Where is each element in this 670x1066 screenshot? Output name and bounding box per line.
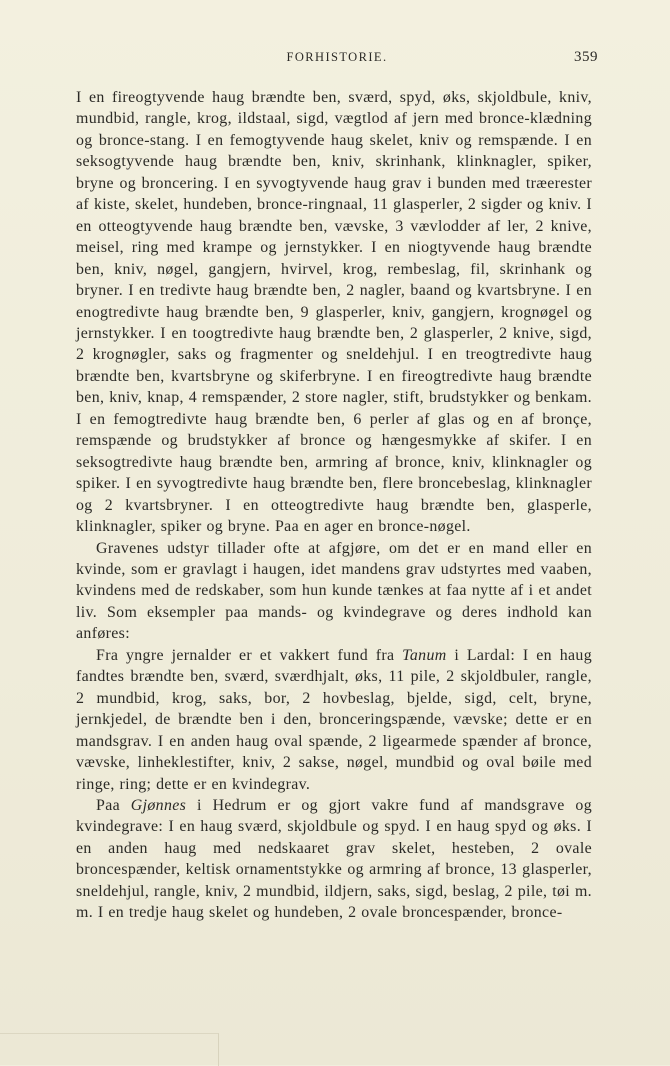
running-title: FORHISTORIE. (286, 50, 388, 64)
scan-corner-mark (0, 1033, 219, 1066)
paragraph-gjonnes-find (76, 795, 592, 924)
gjonnes-text-before: Paa (96, 796, 131, 814)
body-text (76, 87, 592, 924)
place-name-tanum: Tanum (402, 646, 447, 664)
paragraph-tanum-find (76, 645, 592, 795)
running-head (76, 50, 598, 70)
paragraph-grave-list: I en fireogtyvende haug brændte ben, sværd, spyd, øks, skjoldbule, kniv, mundbid, rangle, krog, ildstaal, sigd, vægtlod af jern med bronce-klædning og bronce-stang. I en femogtyvende haug skelet, kniv og remspænde. I en seksogtyvende haug brændte ben, kniv, skrinhank, klinknagler, spiker, bryne og broncering. I en syvogtyvende haug grav i bunden med træerester af kiste, skelet, hundeben, bronce-ringnaal, 11 glasperler, 2 sigder og kniv. I en otteogtyvende haug brændte ben, vævske, 3 vævlodder af ler, 2 knive, meisel, ring med krampe og jernstykker. I en niogtyvende haug brændte ben, kniv, nøgel, gangjern, hvirvel, krog, rembeslag, fil, skrinhank og bryner. I en tredivte haug brændte ben, 2 nagler, baand og kvartsbryne. I en enogtredivte haug brændte ben, 9 glasperler, kniv, gangjern, krognøgel og jernstykker. I en toogtredivte haug brændte ben, 2 glasperler, 2 knive, sigd, 2 krognøgler, saks og fragmenter og sneldehjul. I en treogtredivte haug brændte ben, kvartsbryne og skiferbryne. I en fireogtredivte haug brændte ben, kniv, knap, 4 remspænder, 2 store nagler, stift, brudstykker og benkam. I en femogtredivte haug brændte ben, 6 perler af glas og en af bronçe, remspænde og brudstykker af bronce og hængesmykke af skifer. I en seksogtredivte haug brændte ben, armring af bronce, kniv, klinknagler og spiker. I en syvogtredivte haug brændte ben, flere broncebeslag, klinknagler og 2 kvartsbryner. I en otteogtredivte haug brændte ben, glasperle, klinknagler, spiker og bryne. Paa en ager en bronce-nøgel. (76, 89, 592, 536)
place-name-gjonnes: Gjønnes (130, 796, 187, 814)
tanum-text-before: Fra yngre jernalder er et vakkert fund fra (96, 646, 403, 664)
tanum-text-after: i Lardal: I en haug fandtes brændte ben, sværd, sværdhjalt, øks, 11 pile, 2 skjoldbuler, rangle, 2 mundbid, krog, saks, bor, 2 hovbeslag, bjelde, sigd, celt, bryne, jernkjedel, de brændte ben i den, bronceringspænde, vævske; dette er en mandsgrav. I en anden haug oval spænde, 2 ligearmede spænder af bronce, vævske, linheklestifter, kniv, 2 sakse, nøgel, mundbid og oval bøile med ringe, ring; dette er en kvindegrav. (76, 646, 592, 793)
page-number: 359 (574, 49, 598, 65)
paragraph-grave-equipment: Gravenes udstyr tillader ofte at afgjøre, om det er en mand eller en kvinde, som er gravlagt i haugen, idet mandens grav udstyrtes med vaaben, kvindens med de redskaber, som hun kunde tænkes at faa nytte af i et andet liv. Som eksempler paa mands- og kvindegrave og deres indhold kan anføres: (76, 539, 592, 643)
gjonnes-text-after: i Hedrum er og gjort vakre fund af mandsgrave og kvindegrave: I en haug sværd, skjoldbule og spyd. I en haug spyd og øks. I en anden haug med nedskaaret grav skelet, hesteben, 2 ovale broncespænder, keltisk ornamentstykke og armring af bronce, 13 glasperler, sneldehjul, rangle, kniv, 2 mundbid, ildjern, saks, sigd, beslag, 2 pile, tøi m. m. I en tredje haug skelet og hundeben, 2 ovale broncespænder, bronce- (76, 796, 592, 922)
